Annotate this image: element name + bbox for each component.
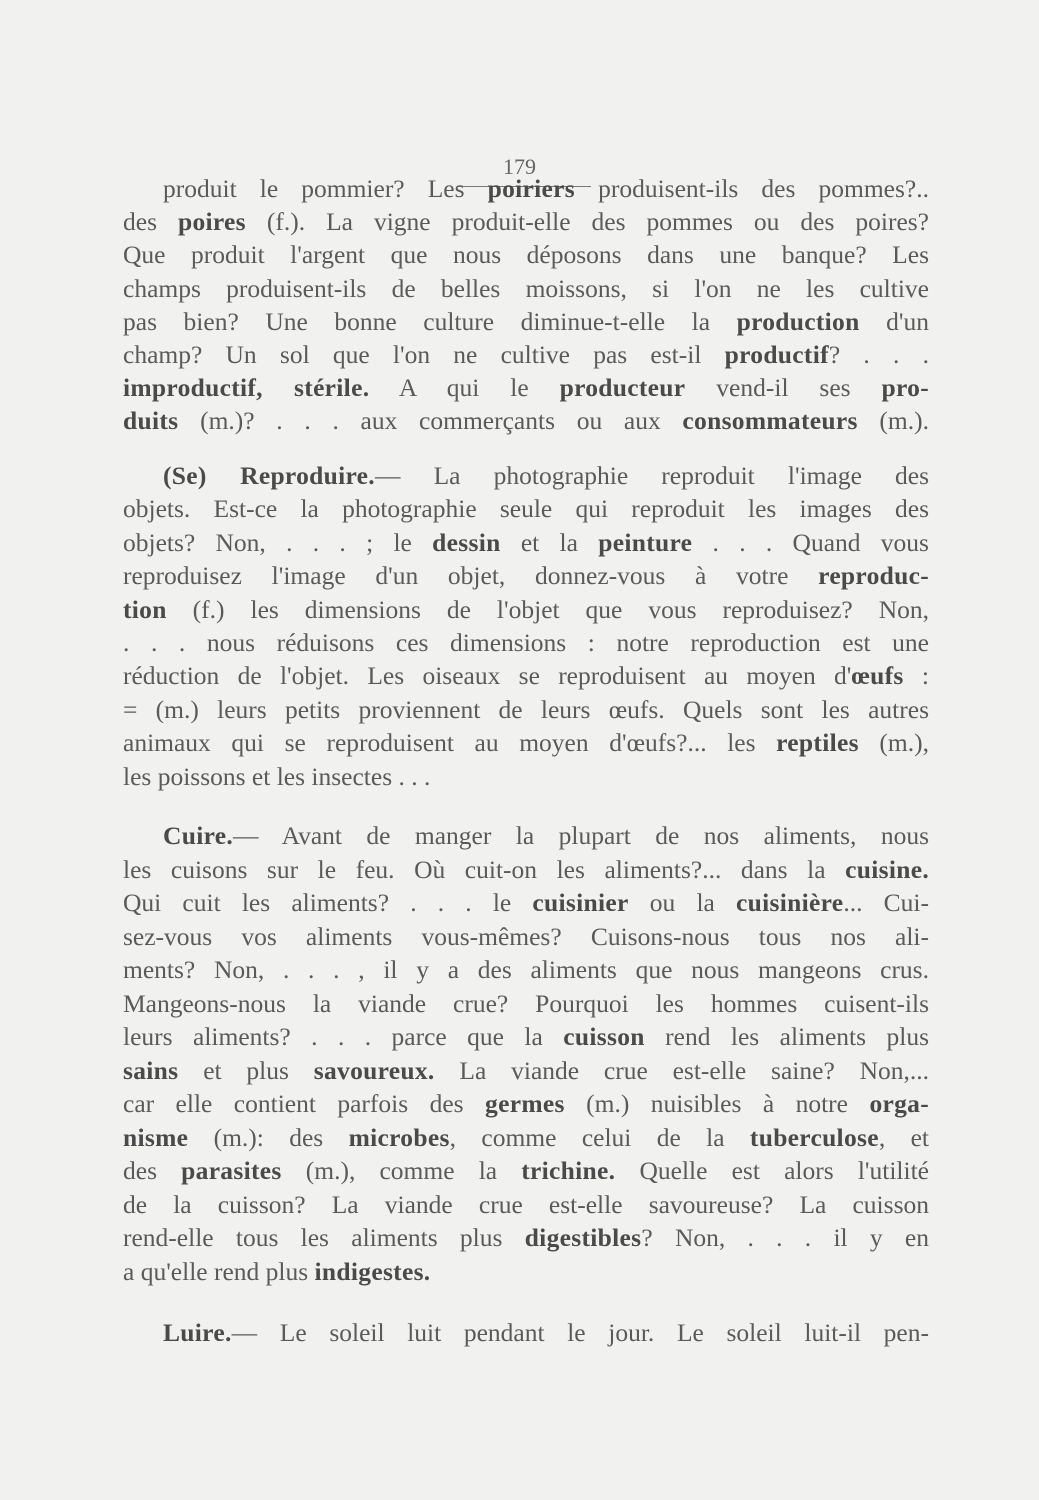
text-run: leurs aliments? . . . parce que la bbox=[123, 1022, 564, 1051]
text-run: Que produit l'argent que nous déposons dans une banque? Les bbox=[123, 240, 929, 270]
text-run: reproduisez l'image d'un objet, donnez-vous à votre bbox=[123, 561, 819, 591]
text-line bbox=[123, 659, 929, 692]
bold-term: tuberculose bbox=[749, 1122, 879, 1152]
text-run: (f.). La vigne produit-elle des pommes ou des poires? bbox=[245, 207, 929, 237]
bold-term: sains bbox=[123, 1055, 179, 1085]
text-run: A qui le bbox=[369, 373, 560, 403]
text-run: les cuisons sur le feu. Où cuit-on les aliments?... dans la bbox=[123, 854, 846, 884]
text-run: produit le pommier? Les bbox=[163, 174, 488, 203]
text-run: , comme celui de la bbox=[449, 1122, 750, 1152]
bold-term: poires bbox=[177, 207, 246, 237]
text-line bbox=[123, 953, 929, 986]
bold-term: pro- bbox=[881, 373, 929, 403]
bold-term: nisme bbox=[123, 1122, 189, 1152]
text-line bbox=[123, 726, 929, 759]
text-line bbox=[123, 1255, 929, 1288]
text-line bbox=[123, 853, 929, 886]
text-line bbox=[123, 238, 929, 271]
text-run: (m.). bbox=[857, 406, 929, 436]
text-line bbox=[123, 693, 929, 726]
text-run: . . . Quand vous bbox=[692, 527, 929, 557]
text-run: ... Cui- bbox=[843, 888, 930, 917]
bold-term: production bbox=[736, 306, 860, 336]
text-line bbox=[123, 404, 929, 437]
text-run: — Le soleil luit pendant le jour. Le soleil luit-il pen- bbox=[231, 1318, 929, 1347]
text-run: car elle contient parfois des bbox=[123, 1089, 486, 1118]
text-line bbox=[123, 1020, 929, 1053]
bold-term: savoureux. bbox=[313, 1055, 435, 1085]
text-line bbox=[123, 593, 929, 626]
text-run: a qu'elle rend plus bbox=[123, 1256, 315, 1286]
text-run: — Avant de manger la plupart de nos aliments, nous bbox=[233, 821, 929, 850]
text-run: animaux qui se reproduisent au moyen d'œufs?... les bbox=[123, 728, 777, 758]
text-line bbox=[163, 459, 929, 492]
text-run: — La photographie reproduit l'image des bbox=[374, 461, 930, 490]
bold-term: consommateurs bbox=[682, 406, 858, 436]
text-run: Mangeons-nous la viande crue? Pourquoi les hommes cuisent-ils bbox=[123, 988, 929, 1018]
text-run: (m.) nuisibles à notre bbox=[564, 1089, 870, 1118]
text-line bbox=[123, 205, 929, 238]
bold-term: dessin bbox=[432, 527, 501, 557]
text-line bbox=[163, 819, 929, 852]
bold-term: trichine. bbox=[521, 1156, 616, 1185]
bold-term: reptiles bbox=[776, 728, 859, 758]
text-run: ou la bbox=[628, 888, 737, 917]
text-run: et plus bbox=[178, 1055, 314, 1085]
text-run: Quelle est alors l'utilité bbox=[615, 1156, 929, 1185]
text-run: objets. Est-ce la photographie seule qui reproduit les images des bbox=[123, 494, 929, 524]
bold-term: peinture bbox=[598, 527, 693, 557]
text-run: (m.): des bbox=[188, 1122, 349, 1152]
text-run: vend-il ses bbox=[685, 373, 882, 403]
text-run: rend les aliments plus bbox=[644, 1022, 929, 1051]
bold-term: cuisinier bbox=[532, 888, 629, 917]
text-line bbox=[123, 1054, 929, 1087]
bold-term: Cuire. bbox=[163, 821, 234, 850]
text-line bbox=[123, 1121, 929, 1154]
text-run: ? Non, . . . il y en bbox=[641, 1223, 929, 1252]
text-run: d'un bbox=[859, 306, 929, 336]
text-run: . . . nous réduisons ces dimensions : notre reproduction est une bbox=[123, 628, 929, 657]
page-number: 179 bbox=[503, 154, 536, 179]
bold-term: (Se) Reproduire. bbox=[163, 461, 375, 490]
text-run: , et bbox=[878, 1122, 929, 1152]
text-run: de la cuisson? La viande crue est-elle savoureuse? La cuisson bbox=[123, 1189, 929, 1219]
bold-term: cuisinière bbox=[736, 888, 844, 917]
text-line bbox=[123, 626, 929, 659]
bold-term: reproduc- bbox=[818, 561, 929, 591]
text-line bbox=[163, 1316, 929, 1349]
bold-term: producteur bbox=[559, 373, 686, 403]
bold-term: microbes bbox=[348, 1122, 450, 1152]
bold-term: cuisine. bbox=[845, 854, 929, 884]
bold-term: Luire. bbox=[163, 1318, 232, 1347]
text-run: produisent-ils des pommes?.. bbox=[575, 174, 929, 203]
text-run: champs produisent-ils de belles moissons, si l'on ne les cultive bbox=[123, 273, 929, 303]
text-run: (m.)? . . . aux commerçants ou aux bbox=[178, 406, 683, 436]
text-line bbox=[123, 305, 929, 338]
text-run: champ? Un sol que l'on ne cultive pas est-il bbox=[123, 340, 725, 369]
text-line bbox=[123, 338, 929, 371]
bold-term: cuisson bbox=[563, 1022, 645, 1051]
text-line bbox=[123, 1221, 929, 1254]
text-line bbox=[163, 172, 929, 205]
text-line bbox=[123, 559, 929, 592]
bold-term: germes bbox=[485, 1089, 565, 1118]
text-line bbox=[123, 1154, 929, 1187]
bold-term: digestibles bbox=[524, 1223, 642, 1252]
text-line bbox=[123, 1087, 929, 1120]
text-run: les poissons et les insectes . . . bbox=[123, 761, 431, 791]
bold-term: œufs bbox=[851, 661, 904, 691]
bold-term: improductif, stérile. bbox=[123, 373, 370, 403]
text-run: = (m.) leurs petits proviennent de leurs œufs. Quels sont les autres bbox=[123, 694, 929, 724]
text-run: des bbox=[123, 207, 178, 237]
bold-term: orga- bbox=[869, 1089, 929, 1118]
text-run: La viande crue est-elle saine? Non,... bbox=[434, 1055, 929, 1085]
text-line bbox=[123, 920, 929, 953]
text-line bbox=[123, 1188, 929, 1221]
text-run: et la bbox=[500, 527, 599, 557]
text-run: (m.), comme la bbox=[281, 1156, 522, 1185]
text-run: réduction de l'objet. Les oiseaux se reproduisent au moyen d' bbox=[123, 661, 852, 691]
text-run: objets? Non, . . . ; le bbox=[123, 527, 433, 557]
text-line bbox=[123, 886, 929, 919]
text-line bbox=[123, 760, 929, 793]
text-run: : bbox=[903, 661, 929, 691]
text-run: Qui cuit les aliments? . . . le bbox=[123, 888, 533, 917]
bold-term: poiriers bbox=[487, 174, 576, 203]
text-run: ments? Non, . . . , il y a des aliments que nous mangeons crus. bbox=[123, 955, 929, 984]
bold-term: duits bbox=[123, 406, 179, 436]
bold-term: tion bbox=[123, 594, 167, 624]
bold-term: indigestes. bbox=[314, 1256, 431, 1286]
bold-term: productif bbox=[724, 340, 829, 369]
text-run: des bbox=[123, 1156, 182, 1185]
text-line bbox=[123, 371, 929, 404]
text-line bbox=[123, 492, 929, 525]
bold-term: parasites bbox=[181, 1156, 282, 1185]
text-run: rend-elle tous les aliments plus bbox=[123, 1223, 525, 1252]
text-line bbox=[123, 526, 929, 559]
text-run: (f.) les dimensions de l'objet que vous reproduisez? Non, bbox=[166, 594, 929, 624]
text-run: ? . . . bbox=[828, 340, 929, 369]
text-run: sez-vous vos aliments vous-mêmes? Cuisons-nous tous nos ali- bbox=[123, 921, 929, 951]
text-run: pas bien? Une bonne culture diminue-t-elle la bbox=[123, 306, 737, 336]
text-line bbox=[123, 987, 929, 1020]
text-line bbox=[123, 272, 929, 305]
text-run: (m.), bbox=[858, 728, 929, 758]
